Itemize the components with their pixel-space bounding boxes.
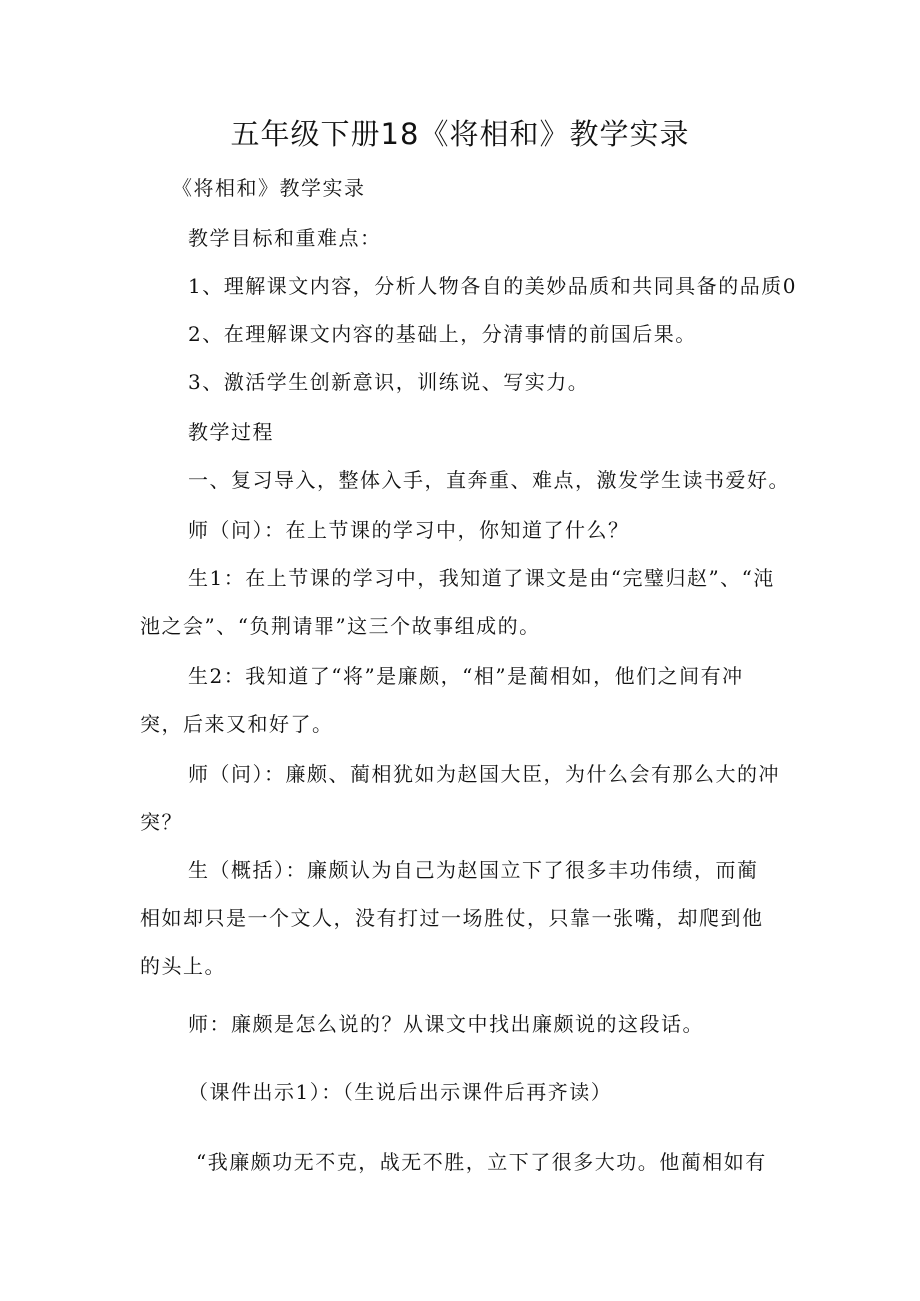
goals-heading: 教学目标和重难点：	[188, 226, 382, 250]
teacher-question-2-line-2: 突？	[140, 810, 183, 834]
goal-item-1: 1、理解课文内容，分析人物各自的美妙品质和共同具备的品质0	[188, 274, 797, 298]
student-summary-line-2: 相如却只是一个文人，没有打过一场胜仗，只靠一张嘴，却爬到他	[140, 906, 764, 930]
student-1-answer-line-2: 池之会”、“负荆请罪”这三个故事组成的。	[140, 614, 541, 638]
student-summary-line-1: 生（概括）：廉颇认为自己为赵国立下了很多丰功伟绩，而蔺	[188, 858, 759, 882]
document-title: 五年级下册18《将相和》教学实录	[230, 117, 690, 151]
student-2-answer-line-1: 生2：我知道了“将”是廉颇，“相”是蔺相如，他们之间有冲	[188, 664, 744, 688]
document-subtitle: 《将相和》教学实录	[172, 176, 366, 200]
student-2-answer-line-2: 突，后来又和好了。	[140, 712, 334, 736]
goal-item-3: 3、激活学生创新意识，训练说、写实力。	[188, 370, 590, 394]
courseware-note: （课件出示1）：（生说后出示课件后再齐读）	[188, 1080, 613, 1104]
teacher-instruction: 师：廉颇是怎么说的？从课文中找出廉颇说的这段话。	[188, 1012, 704, 1036]
section-1-heading: 一、复习导入，整体入手，直奔重、难点，激发学生读书爱好。	[188, 468, 790, 492]
teacher-question-2-line-1: 师（问）：廉颇、蔺相犹如为赵国大臣，为什么会有那么大的冲	[188, 762, 780, 786]
teacher-question-1: 师（问）：在上节课的学习中，你知道了什么？	[188, 518, 630, 542]
goal-item-2: 2、在理解课文内容的基础上，分清事情的前国后果。	[188, 322, 697, 346]
quote-line: “我廉颇功无不克，战无不胜，立下了很多大功。他蔺相如有	[196, 1150, 767, 1174]
process-heading: 教学过程	[188, 420, 274, 444]
student-1-answer-line-1: 生1：在上节课的学习中，我知道了课文是由“完璧归赵”、“沌	[188, 566, 775, 590]
student-summary-line-3: 的头上。	[140, 954, 226, 978]
